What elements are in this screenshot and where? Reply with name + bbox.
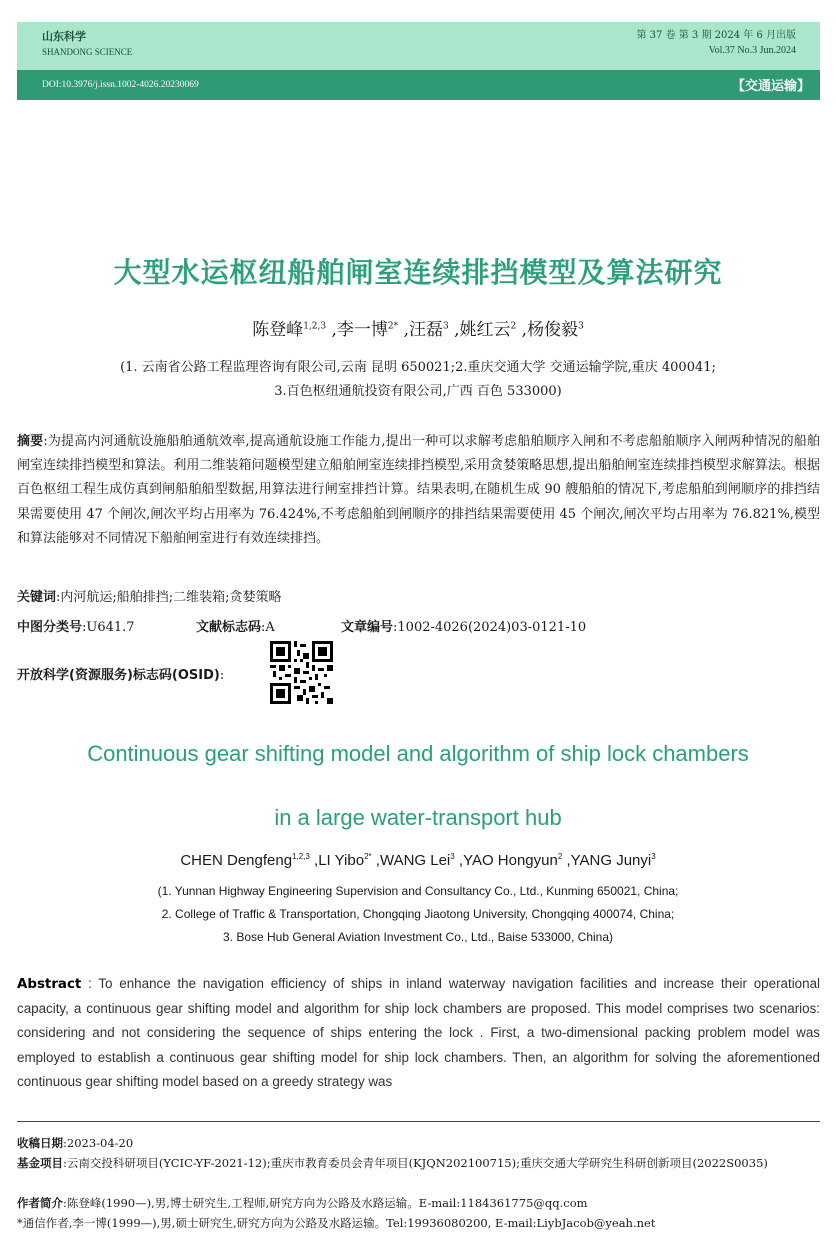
author-en-5: ,YANG Junyi$^3$: [566, 852, 656, 869]
abstract-en: [17, 972, 820, 1094]
article-number: 文章编号:1002-4026(2024)03-0121-10: [341, 620, 587, 635]
received-date: 收稿日期:2023-04-20: [17, 1136, 134, 1150]
author-list-en: [0, 852, 836, 869]
author-en-2: ,LI Yibo$^{2*}$: [314, 852, 372, 869]
clc-number: 中图分类号:U641.7: [17, 620, 135, 635]
author-cn-4: ,姚红云$^2$: [454, 320, 517, 340]
author-en-3: ,WANG Lei$^3$: [375, 852, 455, 869]
affiliation-cn-line-1: (1. 云南省公路工程监理咨询有限公司,云南 昆明 650021;2.重庆交通大学 交通运输学院,重庆 400041;: [120, 360, 716, 375]
corresponding-author: *通信作者,李一博(1999—),男,硕士研究生,研究方向为公路及水路运输。Tel:19936080200, E-mail:LiybJacob@yeah.net: [17, 1216, 656, 1230]
paper-title-en-line-1: Continuous gear shifting model and algorithm of ship lock chambers: [87, 741, 749, 766]
abstract-cn-label: 摘要: [17, 434, 44, 449]
affiliation-en-line-1: (1. Yunnan Highway Engineering Supervision and Consultancy Co., Ltd., Kunming 650021, China;: [157, 884, 679, 898]
footnote-divider: [17, 1121, 820, 1122]
affiliation-en-line-2: 2. College of Traffic & Transportation, Chongqing Jiaotong University, Chongqing 400074, China;: [161, 907, 675, 921]
author-bio: 作者简介:陈登峰(1990—),男,博士研究生,工程师,研究方向为公路及水路运输。E-mail:1184361775@qq.com: [17, 1196, 588, 1210]
author-cn-3: ,汪磊$^3$: [403, 320, 449, 340]
document-code: 文献标志码:A: [196, 620, 275, 635]
keywords-cn: [17, 586, 820, 610]
osid-label: 开放科学(资源服务)标志码(OSID):: [17, 668, 225, 683]
paper-title-en-line-2: in a large water-transport hub: [274, 805, 562, 830]
author-list-cn: [0, 315, 836, 340]
fund-projects: 基金项目:云南交投科研项目(YCIC-YF-2021-12);重庆市教育委员会青年项目(KJQN202100715);重庆交通大学研究生科研创新项目(2022S0035): [17, 1156, 768, 1170]
abstract-en-label: Abstract: [17, 977, 82, 992]
journal-name-cn: 山东科学: [42, 30, 86, 43]
abstract-en-text: : To enhance the navigation efficiency of ships in inland waterway navigation facilities and increase their operational capacity, a continuous gear shifting model and algorithm for ship lock chambers are proposed. This model comprises two scenarios: considering and not considering the sequence of ships entering the lock . First, a two-dimensional packing problem model was employed to establish a continuous gear shifting model for ship lock chambers. Then, an algorithm for solving the aforementioned continuous gear shifting model based on a greedy strategy was: [17, 976, 820, 1089]
abstract-cn-text: :为提高内河通航设施船舶通航效率,提高通航设施工作能力,提出一种可以求解考虑船舶顺序入闸和不考虑船舶顺序入闸两种情况的船舶闸室连续排挡模型和算法。利用二维装箱问题模型建立船舶闸室连续排挡模型,采用贪婪策略思想,提出船舶闸室连续排挡模型求解算法。根据百色枢纽工程生成仿真到闸船舶船型数据,用算法进行闸室排挡计算。结果表明,在随机生成 90 艘船舶的情况下,考虑船舶到闸顺序的排挡结果需要使用 47 个闸次,闸次平均占用率为 76.424%,不考虑船舶到闸顺序的排挡结果需要使用 45 个闸次,闸次平均占用率为 76.821%,模型和算法能够对不同情况下船舶闸室进行有效连续排挡。: [17, 434, 820, 546]
keywords-cn-label: 关键词: [17, 590, 57, 605]
author-en-1: CHEN Dengfeng$^{1,2,3}$: [180, 852, 310, 869]
author-cn-5: ,杨俊毅$^3$: [521, 320, 584, 340]
osid-qr-code-icon[interactable]: [270, 641, 333, 704]
affiliation-en-line-3: 3. Bose Hub General Aviation Investment Co., Ltd., Baise 533000, China): [222, 930, 613, 944]
abstract-cn: [17, 430, 820, 551]
paper-title-cn: 大型水运枢纽船舶闸室连续排挡模型及算法研究: [113, 256, 723, 289]
issue-info-cn: 第 37 卷 第 3 期 2024 年 6 月出版: [636, 30, 796, 41]
author-cn-2: ,李一博$^{2*}$: [331, 320, 399, 340]
affiliation-cn-line-2: 3.百色枢纽通航投资有限公司,广西 百色 533000): [274, 384, 562, 399]
issue-info-en: Vol.37 No.3 Jun.2024: [708, 45, 796, 56]
author-cn-1: 陈登峰$^{1,2,3}$: [252, 320, 327, 340]
column-tag: 【交通运输】: [731, 79, 810, 94]
author-en-4: ,YAO Hongyun$^2$: [458, 852, 563, 869]
keywords-cn-text: :内河航运;船舶排挡;二维装箱;贪婪策略: [56, 590, 282, 605]
journal-name-en: SHANDONG SCIENCE: [42, 47, 133, 57]
doi[interactable]: DOI:10.3976/j.issn.1002-4026.20230069: [42, 80, 199, 90]
